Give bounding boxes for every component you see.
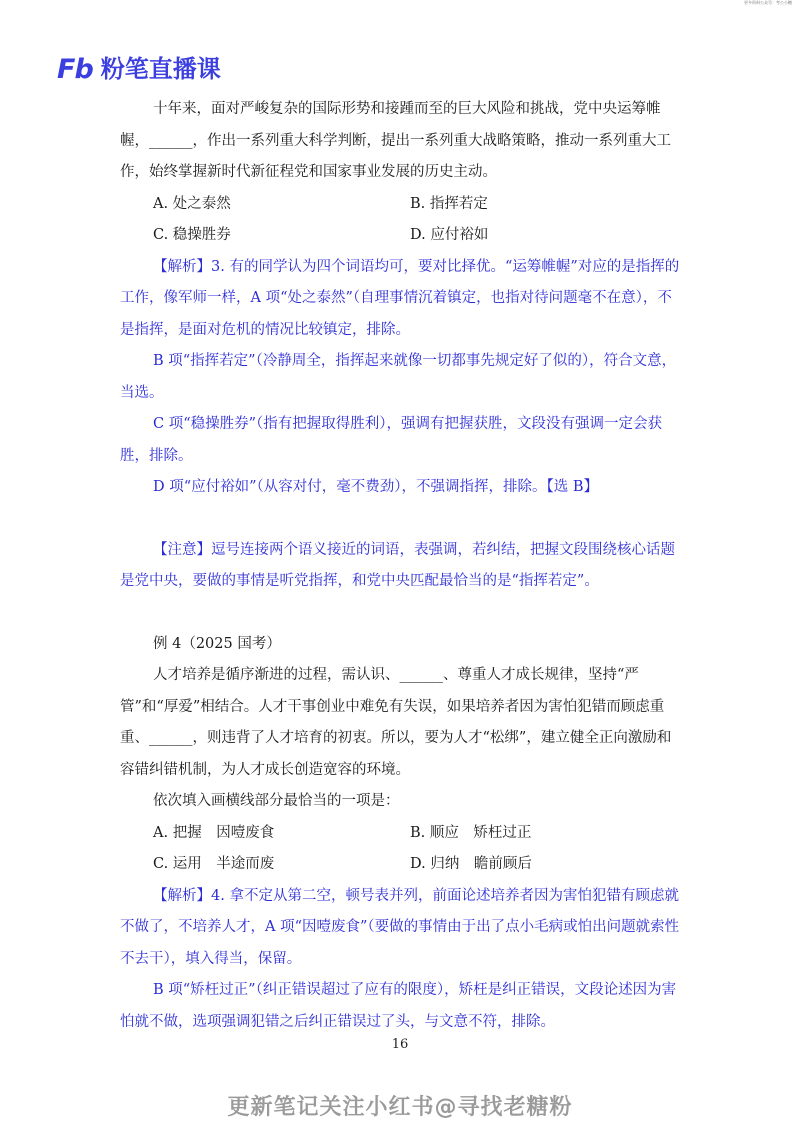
option-a: A. 把握 因噎废食 <box>153 824 275 841</box>
spacer <box>120 598 685 629</box>
analysis-paragraph: B 项“矫枉过正”（纠正错误超过了应有的限度），矫枉是纠正错误，文段论述因为害怕就不做，选项强调犯错之后纠正错误过了头，与文意不符，排除。 <box>120 982 677 1030</box>
footer-watermark: 更新笔记关注小红书@寻找老糖粉 <box>227 1095 573 1120</box>
analysis-paragraph: C 项“稳操胜券”（指有把握取得胜利），强调有把握获胜，文段没有强调一定会获胜，排除。 <box>120 416 663 464</box>
option-c: C. 稳操胜券 <box>153 227 231 243</box>
brand-logo <box>57 53 221 85</box>
page-number: 16 <box>391 1037 409 1052</box>
analysis-paragraph: B 项“指挥若定”（冷静周全，指挥起来就像一切都事先规定好了似的），符合文意，当选。 <box>120 353 677 401</box>
question-4-prompt: 依次填入画横线部分最恰当的一项是： <box>153 793 400 809</box>
option-a: A. 处之泰然 <box>153 195 231 212</box>
option-d: D. 归纳 瞻前顾后 <box>410 856 532 872</box>
question-4-options-row-1 <box>120 818 685 850</box>
question-3-options-row-2 <box>120 220 685 252</box>
logo-text: 粉笔直播课 <box>100 55 221 83</box>
question-4-options-row-2 <box>120 849 685 881</box>
option-b: B. 顺应 矫枉过正 <box>410 824 532 841</box>
note-paragraph: 【注意】逗号连接两个语义接近的词语，表强调，若纠结，把握文段围绕核心话题是党中央，要做的事情是听党指挥，和党中央匹配最恰当的是“指挥若定”。 <box>120 541 675 589</box>
question-3-stem: 十年来，面对严峻复杂的国际形势和接踵而至的巨大风险和挑战，党中央运筹帷幄，______，作出一系列重大科学判断，提出一系列重大战略策略，推动一系列重大工作，始终掌握新时代新征程党和国家事业发展的历史主动。 <box>120 101 671 180</box>
spacer <box>120 504 685 535</box>
document-body <box>120 94 685 1038</box>
top-right-note: 更多资料公众号：考公小糖 <box>744 0 792 5</box>
option-c: C. 运用 半途而废 <box>153 856 275 872</box>
question-4-stem: 人才培养是循序渐进的过程，需认识、______、尊重人才成长规律，坚持“严管”和“厚爱”相结合。人才干事创业中难免有失误，如果培养者因为害怕犯错而顾虑重重、______，则违背了人才培育的初衷。所以，要为人才“松绑”，建立健全正向激励和容错纠错机制，为人才成长创造宽容的环境。 <box>120 667 672 778</box>
analysis-paragraph: 【解析】4. 拿不定从第二空，顿号表并列，前面论述培养者因为害怕犯错有顾虑就不做了，不培养人才，A 项“因噎废食”（要做的事情由于出了点小毛病或怕出问题就索性不去干），填入得当，保留。 <box>120 887 680 967</box>
option-b: B. 指挥若定 <box>410 195 488 212</box>
question-3-options-row-1 <box>120 189 685 221</box>
analysis-paragraph: D 项“应付裕如”（从容对付，毫不费劲），不强调指挥，排除。【选 B】 <box>153 479 599 495</box>
analysis-paragraph: 【解析】3. 有的同学认为四个词语均可，要对比择优。“运筹帷幄”对应的是指挥的工作，像军师一样，A 项“处之泰然”（自理事情沉着镇定，也指对待问题毫不在意），不是指挥，是面对危机的情况比较镇定，排除。 <box>120 258 680 338</box>
logo-mark-icon: Fb <box>57 53 93 85</box>
question-4-title: 例 4（2025 国考） <box>153 635 281 652</box>
option-d: D. 应付裕如 <box>410 227 489 243</box>
